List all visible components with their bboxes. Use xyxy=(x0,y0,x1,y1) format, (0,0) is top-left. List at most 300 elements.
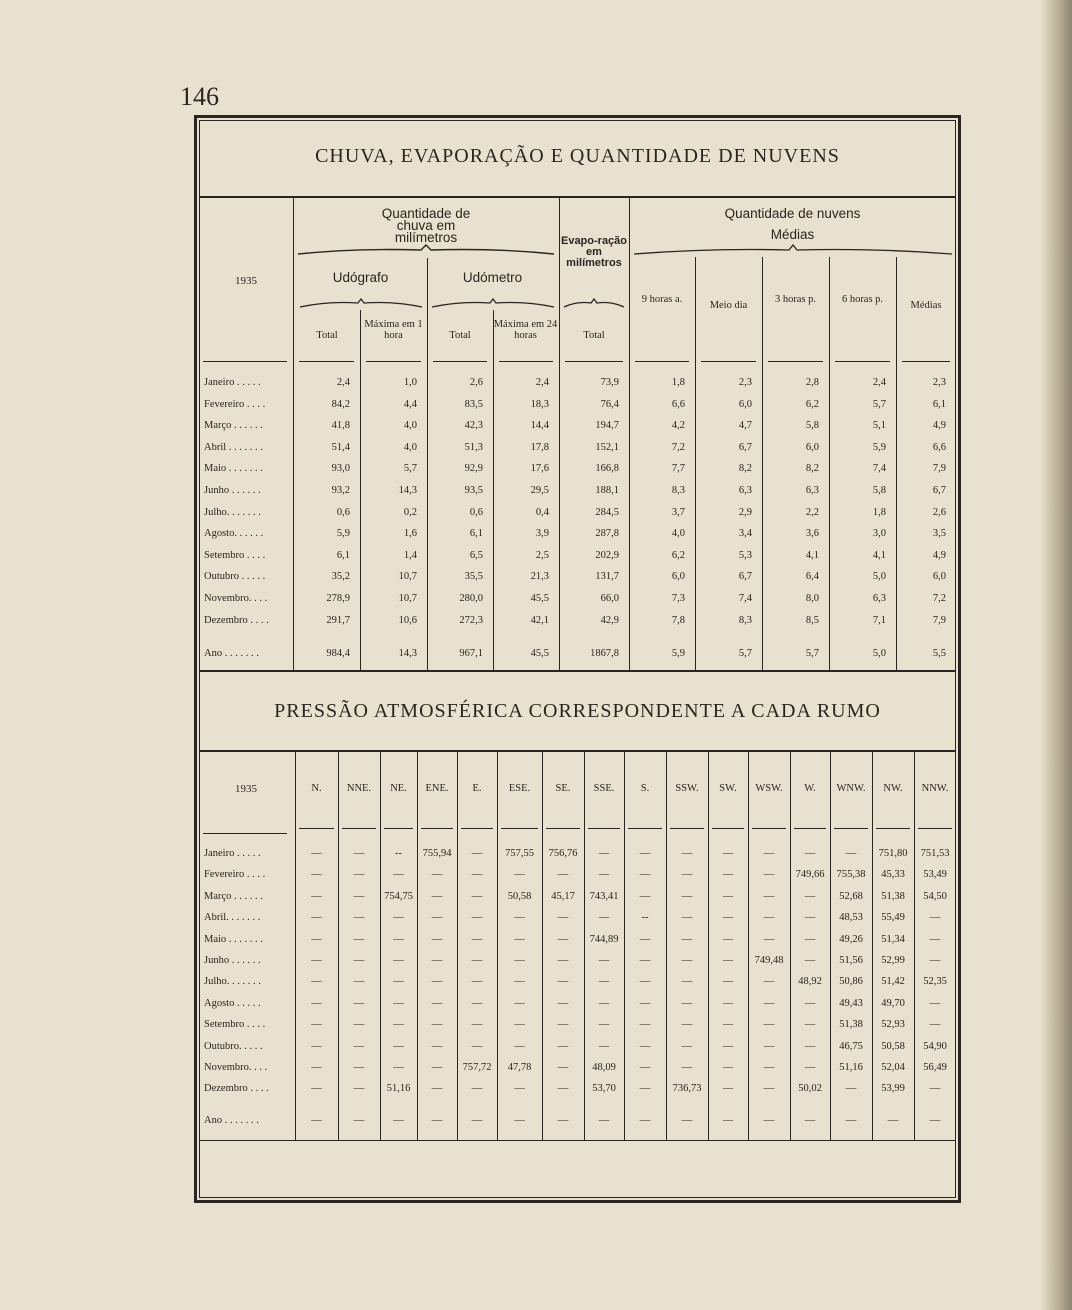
table1-cell: 7,4 xyxy=(738,593,752,604)
table2-cell: — xyxy=(722,1115,734,1126)
table2-cell: 48,92 xyxy=(798,976,822,987)
table2-cell: 46,75 xyxy=(839,1041,863,1052)
table2-cell: — xyxy=(722,869,734,880)
table1-cell: 6,3 xyxy=(872,593,886,604)
table1-cell: 41,8 xyxy=(331,420,350,431)
table1-cell: 5,9 xyxy=(336,528,350,539)
table1-cell: 1,8 xyxy=(671,377,685,388)
table2-cell: -- xyxy=(641,912,649,923)
table2-cell: — xyxy=(471,1083,483,1094)
table1-cell: 6,7 xyxy=(932,485,946,496)
table1-cell: 2,5 xyxy=(535,550,549,561)
table2-direction-header: SSW. xyxy=(675,783,699,794)
table1-total-cell: 5,5 xyxy=(932,648,946,659)
table2-cell: — xyxy=(804,998,816,1009)
table2-cell: 749,48 xyxy=(754,955,784,966)
table2-cell: — xyxy=(311,1115,322,1126)
table2-cell: — xyxy=(639,1062,651,1073)
table2-cell: — xyxy=(471,1115,483,1126)
table2-cell: 755,94 xyxy=(422,848,452,859)
table1-cell: 0,4 xyxy=(535,507,549,518)
table1-top-rule xyxy=(199,196,956,198)
table1-cell: 7,7 xyxy=(671,463,685,474)
table2-cell: — xyxy=(311,912,322,923)
col-9h: 9 horas a. xyxy=(641,294,683,305)
table2-cell: 54,90 xyxy=(923,1041,947,1052)
table2-cell: — xyxy=(431,869,443,880)
table1-header-underline xyxy=(768,361,823,362)
table2-cell: — xyxy=(514,1083,525,1094)
table2-cell: 45,33 xyxy=(881,869,905,880)
table2-cell: — xyxy=(557,912,569,923)
table1-cell: 6,7 xyxy=(738,571,752,582)
table2-cell: 51,16 xyxy=(839,1062,863,1073)
table2-cell: — xyxy=(681,1062,693,1073)
table2-cell: — xyxy=(929,998,941,1009)
table2-cell: — xyxy=(557,869,569,880)
table2-cell: — xyxy=(763,998,775,1009)
table2-cell: — xyxy=(681,848,693,859)
table1-cell: 4,1 xyxy=(805,550,819,561)
header-rain xyxy=(294,208,558,244)
table2-cell: — xyxy=(471,891,483,902)
table2-cell: — xyxy=(722,1019,734,1030)
table2-cell: — xyxy=(804,1115,816,1126)
table2-cell: — xyxy=(681,1041,693,1052)
table1-row-label: Março . . . . . . xyxy=(204,420,263,431)
table1-cell: 7,3 xyxy=(671,593,685,604)
table2-cell: — xyxy=(311,869,322,880)
table2-cell: — xyxy=(311,1083,322,1094)
table2-header-underline xyxy=(752,828,786,829)
table2-cell: 754,75 xyxy=(384,891,413,902)
table1-cell: 2,8 xyxy=(805,377,819,388)
table2-col-divider xyxy=(830,752,831,1140)
table1-cell: 6,2 xyxy=(671,550,685,561)
table2-cell: — xyxy=(804,848,816,859)
table2-cell: — xyxy=(353,1019,365,1030)
table1-year: 1935 xyxy=(235,275,257,287)
table2-row-label: Dezembro . . . . xyxy=(204,1083,269,1094)
table2-cell: 749,66 xyxy=(795,869,825,880)
table2-col-divider xyxy=(295,752,296,1140)
table2-cell: 51,56 xyxy=(839,955,863,966)
table2-header-underline xyxy=(203,833,287,834)
table2-cell: — xyxy=(557,934,569,945)
table2-cell: — xyxy=(722,891,734,902)
table1-cell: 3,4 xyxy=(738,528,752,539)
table2-cell: 47,78 xyxy=(507,1062,532,1073)
col-evap-total: Total xyxy=(583,330,605,341)
table1-cell: 280,0 xyxy=(459,593,483,604)
table1-header-underline xyxy=(299,361,354,362)
table1-cell: 6,5 xyxy=(469,550,483,561)
table1-bottom-rule xyxy=(199,670,956,672)
table2-header-underline xyxy=(342,828,376,829)
table1-cell: 42,9 xyxy=(600,615,619,626)
table2-cell: 49,70 xyxy=(881,998,905,1009)
table1-cell: 4,9 xyxy=(932,420,946,431)
table2-cell: 51,16 xyxy=(386,1083,411,1094)
table2-cell: — xyxy=(929,912,941,923)
table2-cell: — xyxy=(471,998,483,1009)
table1-cell: 6,3 xyxy=(738,485,752,496)
table1-cell: 6,4 xyxy=(805,571,819,582)
table1-cell: 7,8 xyxy=(671,615,685,626)
table2-title: PRESSÃO ATMOSFÉRICA CORRESPONDENTE A CADA RUMO xyxy=(274,700,881,722)
table2-cell: — xyxy=(681,998,693,1009)
table2-cell: -- xyxy=(395,848,402,859)
table2-cell: — xyxy=(598,848,610,859)
table2-cell: 751,80 xyxy=(878,848,908,859)
table2-row-label: Janeiro . . . . . xyxy=(204,848,261,859)
table2-cell: — xyxy=(471,976,483,987)
table1-cell: 6,1 xyxy=(469,528,483,539)
table1-cell: 73,9 xyxy=(600,377,619,388)
table1-cell: 92,9 xyxy=(464,463,483,474)
table2-row-label: Ano . . . . . . . xyxy=(204,1115,259,1126)
table1-cell: 7,4 xyxy=(872,463,886,474)
table1-header-underline xyxy=(499,361,553,362)
table2-header-underline xyxy=(421,828,453,829)
table2-cell: — xyxy=(471,955,483,966)
header-evap: Evapo-ração em milímetros xyxy=(560,235,628,269)
table2-cell: — xyxy=(639,891,651,902)
table2-direction-header: E. xyxy=(472,783,482,794)
table2-cell: 53,70 xyxy=(592,1083,616,1094)
table2-bottom-rule xyxy=(199,1140,956,1141)
table2-cell: 49,26 xyxy=(839,934,863,945)
table2-cell: — xyxy=(431,1115,443,1126)
table1-cell: 2,2 xyxy=(805,507,819,518)
table1-cell: 93,5 xyxy=(464,485,483,496)
table2-cell: — xyxy=(353,1083,365,1094)
table2-cell: — xyxy=(929,955,941,966)
table2-cell: — xyxy=(639,976,651,987)
table2-col-divider xyxy=(542,752,543,1140)
table2-cell: — xyxy=(598,976,610,987)
table2-header-underline xyxy=(628,828,662,829)
table2-cell: 50,58 xyxy=(507,891,532,902)
table2-cell: — xyxy=(393,1019,404,1030)
table1-cell: 1,4 xyxy=(403,550,417,561)
table1-cell: 8,3 xyxy=(738,615,752,626)
table2-top-rule xyxy=(199,750,956,752)
table2-cell: — xyxy=(722,848,734,859)
table2-cell: 51,34 xyxy=(881,934,905,945)
table1-cell: 6,3 xyxy=(805,485,819,496)
table2-direction-header: S. xyxy=(640,783,650,794)
table1-total-cell: 45,5 xyxy=(530,648,549,659)
table1-cell: 5,1 xyxy=(872,420,886,431)
table2-cell: 50,58 xyxy=(881,1041,905,1052)
table2-cell: — xyxy=(431,934,443,945)
table1-cell: 287,8 xyxy=(595,528,619,539)
table2-cell: 51,42 xyxy=(881,976,905,987)
table2-cell: — xyxy=(763,891,775,902)
table2-cell: — xyxy=(393,1062,404,1073)
table2-col-divider xyxy=(708,752,709,1140)
table1-cell: 8,0 xyxy=(805,593,819,604)
table2-cell: — xyxy=(763,976,775,987)
table1-cell: 5,7 xyxy=(872,399,886,410)
table1-cell: 6,0 xyxy=(805,442,819,453)
table2-cell: — xyxy=(431,1019,443,1030)
table1-cell: 42,3 xyxy=(464,420,483,431)
table1-cell: 194,7 xyxy=(595,420,619,431)
table2-cell: — xyxy=(639,998,651,1009)
table2-header-underline xyxy=(670,828,704,829)
table2-cell: — xyxy=(763,848,775,859)
table2-cell: — xyxy=(681,955,693,966)
brace-clouds xyxy=(632,244,954,258)
table2-row-label: Fevereiro . . . . xyxy=(204,869,266,880)
table2-cell: — xyxy=(353,848,365,859)
page-number: 146 xyxy=(180,82,219,111)
table1-cell: 51,3 xyxy=(464,442,483,453)
table2-cell: 50,02 xyxy=(798,1083,822,1094)
table1-row-label: Julho. . . . . . . xyxy=(204,507,261,518)
table1-cell: 6,0 xyxy=(671,571,685,582)
table2-cell: — xyxy=(722,934,734,945)
table1-cell: 278,9 xyxy=(326,593,350,604)
header-udografo: Udógrafo xyxy=(332,270,389,285)
table2-cell: 45,17 xyxy=(551,891,575,902)
table1-cell: 4,0 xyxy=(403,442,417,453)
col-3h: 3 horas p. xyxy=(774,294,817,305)
table2-cell: — xyxy=(722,912,734,923)
table2-header-underline xyxy=(384,828,413,829)
table1-cell: 2,6 xyxy=(932,507,946,518)
table1-cell: 4,0 xyxy=(671,528,685,539)
table2-cell: — xyxy=(353,1062,365,1073)
table2-cell: — xyxy=(722,976,734,987)
table1-cell: 2,9 xyxy=(738,507,752,518)
table2-col-divider xyxy=(914,752,915,1140)
header-medias: Médias xyxy=(770,227,815,242)
table2-cell: — xyxy=(311,955,322,966)
table2-cell: — xyxy=(929,1115,941,1126)
table1-cell: 6,0 xyxy=(932,571,946,582)
table1-row-label: Maio . . . . . . . xyxy=(204,463,263,474)
table2-cell: — xyxy=(514,1019,525,1030)
table1-cell: 35,2 xyxy=(331,571,350,582)
table1-cell: 10,7 xyxy=(398,571,417,582)
table1-cell: 6,6 xyxy=(671,399,685,410)
table1-total-cell: 5,7 xyxy=(738,648,752,659)
table1-cell: 10,7 xyxy=(398,593,417,604)
table1-cell: 0,6 xyxy=(336,507,350,518)
table1-cell: 7,2 xyxy=(932,593,946,604)
table2-cell: — xyxy=(763,869,775,880)
table2-header-underline xyxy=(299,828,334,829)
col-meio-dia: Meio dia xyxy=(709,300,748,311)
table2-cell: — xyxy=(393,1115,404,1126)
table2-direction-header: SSE. xyxy=(593,783,615,794)
table2-cell: — xyxy=(311,848,322,859)
table1-cell: 4,7 xyxy=(738,420,752,431)
table1-cell: 4,4 xyxy=(403,399,417,410)
table2-col-divider xyxy=(338,752,339,1140)
table2-cell: 54,50 xyxy=(923,891,947,902)
table2-cell: — xyxy=(471,912,483,923)
table2-cell: — xyxy=(639,955,651,966)
table1-header-underline xyxy=(203,361,287,362)
table1-cell: 1,0 xyxy=(403,377,417,388)
table2-header-underline xyxy=(918,828,952,829)
table2-cell: — xyxy=(471,934,483,945)
table2-cell: — xyxy=(311,976,322,987)
brace-rain xyxy=(296,244,556,260)
table1-cell: 14,4 xyxy=(530,420,549,431)
table2-cell: 744,89 xyxy=(589,934,619,945)
table2-cell: — xyxy=(311,891,322,902)
table2-cell: — xyxy=(353,1041,365,1052)
table2-cell: — xyxy=(393,934,404,945)
table2-col-divider xyxy=(417,752,418,1140)
table1-cell: 2,4 xyxy=(872,377,886,388)
header-rain-label: Quantidade de chuva em milímetros xyxy=(381,206,471,245)
table2-cell: 48,53 xyxy=(839,912,863,923)
table2-cell: — xyxy=(845,1083,857,1094)
table2-cell: — xyxy=(639,934,651,945)
table1-cell: 17,8 xyxy=(530,442,549,453)
table2-header-underline xyxy=(546,828,580,829)
table2-cell: — xyxy=(639,1041,651,1052)
table2-cell: — xyxy=(804,912,816,923)
table2-cell: — xyxy=(557,1019,569,1030)
table1-cell: 2,4 xyxy=(535,377,549,388)
header-udometro: Udómetro xyxy=(462,270,523,285)
table2-cell: — xyxy=(393,1041,404,1052)
table2-direction-header: W. xyxy=(804,783,816,794)
table2-direction-header: ESE. xyxy=(508,783,531,794)
table1-cell: 1,6 xyxy=(403,528,417,539)
table2-cell: — xyxy=(471,848,483,859)
table2-cell: — xyxy=(393,976,404,987)
table2-cell: — xyxy=(845,1115,857,1126)
table2-cell: — xyxy=(763,912,775,923)
table2-cell: 751,53 xyxy=(920,848,950,859)
table1-cell: 0,2 xyxy=(403,507,417,518)
table1-cell: 152,1 xyxy=(595,442,619,453)
table1-total-cell: 5,9 xyxy=(671,648,685,659)
table2-direction-header: ENE. xyxy=(425,783,449,794)
table2-cell: — xyxy=(598,955,610,966)
table2-cell: — xyxy=(681,1115,693,1126)
table2-header-underline xyxy=(834,828,868,829)
table2-direction-header: N. xyxy=(311,783,322,794)
table2-cell: — xyxy=(431,998,443,1009)
table2-cell: — xyxy=(471,1019,483,1030)
table1-total-cell: 5,0 xyxy=(872,648,886,659)
table2-col-divider xyxy=(624,752,625,1140)
table2-cell: 52,04 xyxy=(881,1062,905,1073)
table1-total-label: Ano . . . . . . . xyxy=(204,648,259,659)
table2-cell: — xyxy=(311,934,322,945)
table2-cell: — xyxy=(763,934,775,945)
table1-total-cell: 14,3 xyxy=(398,648,417,659)
table1-cell: 8,2 xyxy=(805,463,819,474)
table2-header-underline xyxy=(794,828,826,829)
table2-cell: — xyxy=(681,869,693,880)
table2-cell: — xyxy=(311,1041,322,1052)
table2-cell: — xyxy=(393,869,404,880)
table1-cell: 4,9 xyxy=(932,550,946,561)
table1-cell: 7,2 xyxy=(671,442,685,453)
table1-cell: 2,3 xyxy=(738,377,752,388)
table2-cell: — xyxy=(598,912,610,923)
table2-cell: 53,49 xyxy=(923,869,947,880)
table2-cell: — xyxy=(431,976,443,987)
table2-direction-header: WNW. xyxy=(836,783,866,794)
table1-cell: 21,3 xyxy=(530,571,549,582)
table2-cell: — xyxy=(763,1115,775,1126)
table1-cell: 166,8 xyxy=(595,463,619,474)
table2-cell: 53,99 xyxy=(881,1083,905,1094)
table1-row-label: Junho . . . . . . xyxy=(204,485,261,496)
table2-cell: — xyxy=(763,1062,775,1073)
table1-cell: 4,1 xyxy=(872,550,886,561)
table2-cell: — xyxy=(471,869,483,880)
table2-cell: — xyxy=(514,976,525,987)
table2-direction-header: NNW. xyxy=(921,783,949,794)
table2-col-divider xyxy=(748,752,749,1140)
col-medias: Médias xyxy=(910,300,942,311)
table1-cell: 8,3 xyxy=(671,485,685,496)
table2-row-label: Novembro. . . . xyxy=(204,1062,268,1073)
table2-cell: — xyxy=(804,1019,816,1030)
table2-direction-header: NE. xyxy=(390,783,407,794)
table2-cell: — xyxy=(514,1115,525,1126)
table1-cell: 14,3 xyxy=(398,485,417,496)
table1-cell: 5,8 xyxy=(805,420,819,431)
table1-cell: 291,7 xyxy=(326,615,350,626)
table1-cell: 35,5 xyxy=(464,571,483,582)
table2-header-underline xyxy=(712,828,744,829)
table2-cell: — xyxy=(804,1062,816,1073)
table2-cell: — xyxy=(929,1083,941,1094)
table1-header-underline xyxy=(635,361,689,362)
table2-cell: — xyxy=(557,1041,569,1052)
table2-header-underline xyxy=(501,828,538,829)
table1-cell: 10,6 xyxy=(398,615,417,626)
table2-year: 1935 xyxy=(235,783,257,795)
col-6h: 6 horas p. xyxy=(841,294,884,305)
table2-cell: — xyxy=(722,1041,734,1052)
table1-total-cell: 1867,8 xyxy=(590,648,619,659)
table2-header-underline xyxy=(461,828,493,829)
table2-cell: — xyxy=(514,1041,525,1052)
table1-cell: 2,4 xyxy=(336,377,350,388)
table1-cell: 6,0 xyxy=(738,399,752,410)
table1-row-label: Janeiro . . . . . xyxy=(204,377,261,388)
table1-row-label: Agosto. . . . . . xyxy=(204,528,264,539)
table2-header-underline xyxy=(588,828,620,829)
table2-direction-header: WSW. xyxy=(755,783,783,794)
table2-col-divider xyxy=(457,752,458,1140)
table2-cell: 51,38 xyxy=(881,891,905,902)
table1-row-label: Fevereiro . . . . xyxy=(204,399,266,410)
table2-cell: 757,55 xyxy=(505,848,534,859)
table2-cell: — xyxy=(763,1041,775,1052)
col-udometro-max: Máxima em 24 horas xyxy=(493,319,558,341)
table1-cell: 202,9 xyxy=(595,550,619,561)
table2-cell: — xyxy=(557,998,569,1009)
table1-header-underline xyxy=(835,361,890,362)
table1-cell: 284,5 xyxy=(595,507,619,518)
table2-row-label: Julho. . . . . . . xyxy=(204,976,261,987)
